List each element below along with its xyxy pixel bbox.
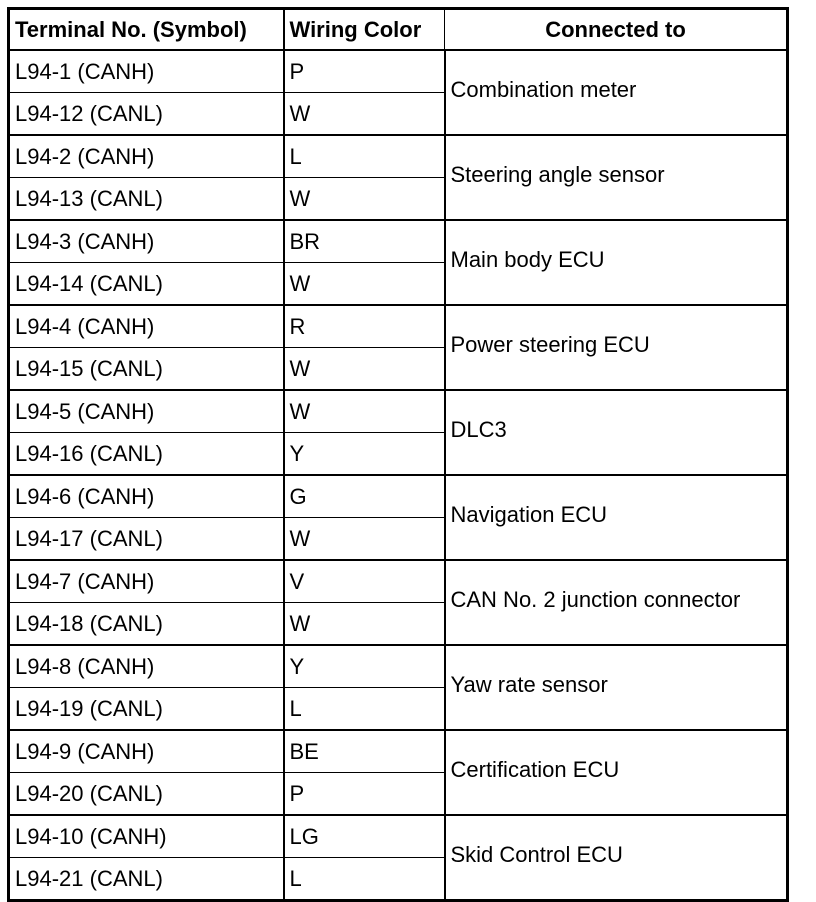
cell-connected-to: Combination meter xyxy=(445,50,788,135)
cell-terminal: L94-18 (CANL) xyxy=(9,603,284,646)
cell-terminal: L94-6 (CANH) xyxy=(9,475,284,518)
cell-terminal: L94-19 (CANL) xyxy=(9,688,284,731)
cell-wiring-color: W xyxy=(284,178,445,221)
table-row xyxy=(9,730,788,773)
cell-connected-to: Skid Control ECU xyxy=(445,815,788,901)
cell-wiring-color: R xyxy=(284,305,445,348)
cell-wiring-color: Y xyxy=(284,645,445,688)
cell-wiring-color: W xyxy=(284,603,445,646)
table-row xyxy=(9,50,788,93)
cell-terminal: L94-8 (CANH) xyxy=(9,645,284,688)
cell-connected-to: Main body ECU xyxy=(445,220,788,305)
table-row xyxy=(9,560,788,603)
table-row xyxy=(9,645,788,688)
cell-connected-to: Yaw rate sensor xyxy=(445,645,788,730)
cell-wiring-color: W xyxy=(284,93,445,136)
cell-wiring-color: W xyxy=(284,348,445,391)
cell-wiring-color: L xyxy=(284,688,445,731)
cell-terminal: L94-5 (CANH) xyxy=(9,390,284,433)
header-connected-to: Connected to xyxy=(445,9,788,51)
cell-terminal: L94-10 (CANH) xyxy=(9,815,284,858)
table-body xyxy=(9,50,788,901)
cell-connected-to: Navigation ECU xyxy=(445,475,788,560)
table-header xyxy=(9,9,788,51)
wiring-table xyxy=(7,7,789,902)
table-row xyxy=(9,135,788,178)
cell-wiring-color: P xyxy=(284,50,445,93)
cell-wiring-color: W xyxy=(284,518,445,561)
cell-connected-to: Certification ECU xyxy=(445,730,788,815)
cell-terminal: L94-9 (CANH) xyxy=(9,730,284,773)
table-row xyxy=(9,305,788,348)
cell-connected-to: CAN No. 2 junction connector xyxy=(445,560,788,645)
cell-terminal: L94-21 (CANL) xyxy=(9,858,284,901)
cell-terminal: L94-16 (CANL) xyxy=(9,433,284,476)
cell-wiring-color: G xyxy=(284,475,445,518)
cell-wiring-color: LG xyxy=(284,815,445,858)
cell-wiring-color: L xyxy=(284,135,445,178)
cell-wiring-color: BR xyxy=(284,220,445,263)
cell-terminal: L94-7 (CANH) xyxy=(9,560,284,603)
table-row xyxy=(9,390,788,433)
cell-connected-to: Steering angle sensor xyxy=(445,135,788,220)
cell-wiring-color: V xyxy=(284,560,445,603)
cell-terminal: L94-2 (CANH) xyxy=(9,135,284,178)
cell-terminal: L94-20 (CANL) xyxy=(9,773,284,816)
cell-wiring-color: P xyxy=(284,773,445,816)
cell-terminal: L94-12 (CANL) xyxy=(9,93,284,136)
cell-wiring-color: W xyxy=(284,390,445,433)
header-wiring-color: Wiring Color xyxy=(284,9,445,51)
cell-terminal: L94-4 (CANH) xyxy=(9,305,284,348)
cell-terminal: L94-13 (CANL) xyxy=(9,178,284,221)
cell-connected-to: Power steering ECU xyxy=(445,305,788,390)
cell-terminal: L94-3 (CANH) xyxy=(9,220,284,263)
header-terminal: Terminal No. (Symbol) xyxy=(9,9,284,51)
cell-terminal: L94-17 (CANL) xyxy=(9,518,284,561)
table-row xyxy=(9,220,788,263)
cell-wiring-color: W xyxy=(284,263,445,306)
table-row xyxy=(9,475,788,518)
cell-wiring-color: L xyxy=(284,858,445,901)
cell-terminal: L94-15 (CANL) xyxy=(9,348,284,391)
cell-wiring-color: Y xyxy=(284,433,445,476)
cell-connected-to: DLC3 xyxy=(445,390,788,475)
header-row xyxy=(9,9,788,51)
cell-wiring-color: BE xyxy=(284,730,445,773)
table-row xyxy=(9,815,788,858)
cell-terminal: L94-14 (CANL) xyxy=(9,263,284,306)
cell-terminal: L94-1 (CANH) xyxy=(9,50,284,93)
